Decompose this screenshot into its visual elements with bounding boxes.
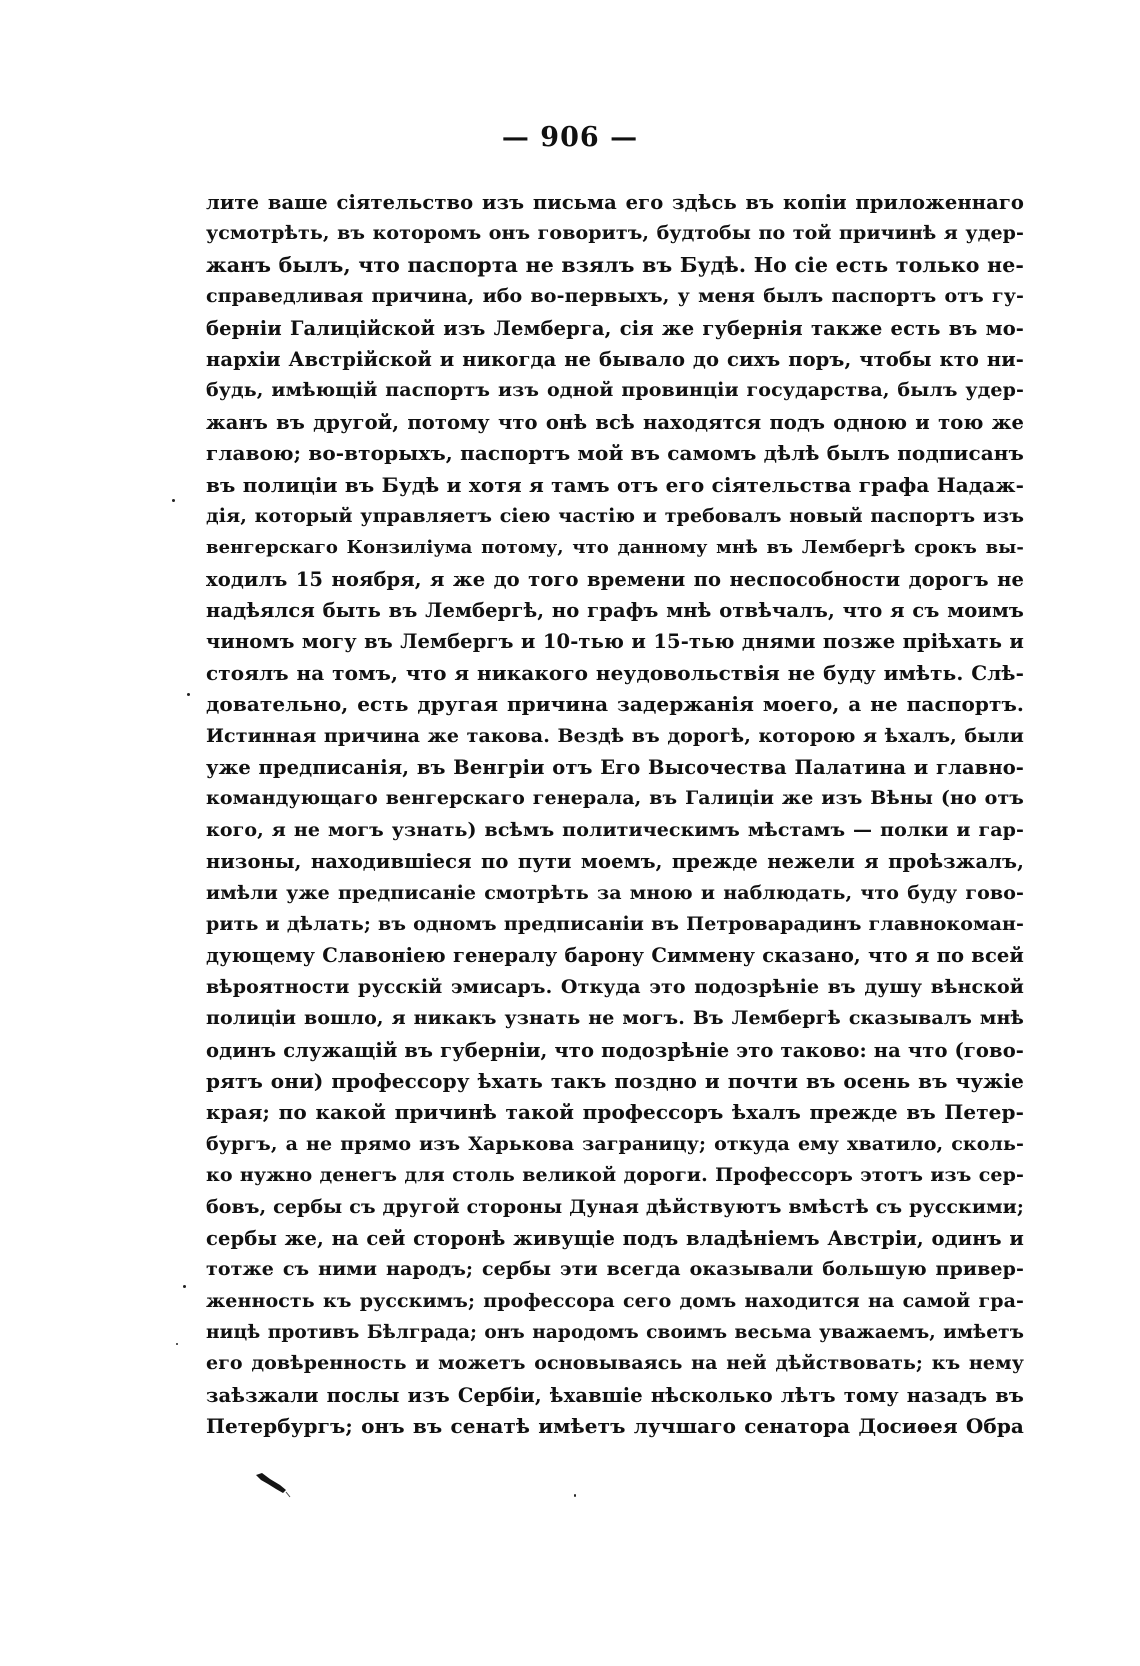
text-line: бовъ, сербы съ другой стороны Дуная дѣйствуютъ вмѣстѣ съ русскими; [206, 1195, 1024, 1218]
text-line: стоялъ на томъ, что я никакого неудовольствія не буду имѣть. Слѣ- [206, 660, 1024, 685]
text-line: края; по какой причинѣ такой профессоръ ѣхалъ прежде въ Петер- [206, 1100, 1024, 1125]
text-line: кого, я не могъ узнать) всѣмъ политическимъ мѣстамъ — полки и гар- [206, 818, 1024, 841]
text-line: рятъ они) профессору ѣхать такъ поздно и почти въ осень въ чужіе [206, 1068, 1024, 1093]
text-line: въ полиціи въ Будѣ и хотя я тамъ отъ его сіятельства графа Надаж- [206, 472, 1024, 497]
text-line: главою; во-вторыхъ, паспортъ мой въ самомъ дѣлѣ былъ подписанъ [206, 441, 1024, 466]
text-line: полиціи вошло, я никакъ узнать не могъ. Въ Лембергѣ сказывалъ мнѣ [206, 1007, 1024, 1030]
print-speck [574, 1494, 576, 1497]
print-speck [176, 1343, 178, 1345]
text-line: ко нужно денегъ для столь великой дороги. Профессоръ этотъ изъ сер- [206, 1164, 1024, 1187]
text-line: будь, имѣющій паспортъ изъ одной провинціи государства, былъ удер- [206, 379, 1024, 402]
text-line: низоны, находившіеся по пути моемъ, прежде нежели я проѣзжалъ, [206, 850, 1024, 874]
text-line: женность къ русскимъ; профессора сего домъ находится на самой гра- [206, 1289, 1024, 1312]
text-line: его довѣренность и можетъ основываясь на ней дѣйствовать; къ нему [206, 1352, 1024, 1375]
text-line: довательно, есть другая причина задержанія моего, а не паспортъ. [206, 692, 1024, 717]
text-line: вѣроятности русскій эмисаръ. Откуда это подозрѣніе въ душу вѣнской [206, 975, 1024, 998]
text-line: заѣзжали послы изъ Сербіи, ѣхавшіе нѣсколько лѣтъ тому назадъ въ [206, 1383, 1024, 1407]
text-line: бургъ, а не прямо изъ Харькова заграницу; откуда ему хватило, сколь- [206, 1132, 1024, 1155]
text-line: дующему Славоніею генералу барону Симмену сказано, что я по всей [206, 944, 1024, 968]
text-line: уже предписанія, въ Венгріи отъ Его Высочества Палатина и главно- [206, 756, 1024, 780]
text-line: тотже съ ними народъ; сербы эти всегда оказывали большую привер- [206, 1258, 1024, 1281]
print-speck [183, 1285, 186, 1288]
text-line: Истинная причина же такова. Вездѣ въ дорогѣ, которою я ѣхалъ, были [206, 724, 1024, 747]
text-line: командующаго венгерскаго генерала, въ Галиціи же изъ Вѣны (но отъ [206, 787, 1024, 810]
text-line: нархіи Австрійской и никогда не бывало до сихъ поръ, чтобы кто ни- [206, 347, 1024, 371]
text-line: сербы же, на сей сторонѣ живущіе подъ владѣніемъ Австріи, одинъ и [206, 1226, 1024, 1250]
print-speck [172, 499, 175, 502]
body-text [206, 187, 1024, 1443]
text-line: лите ваше сіятельство изъ письма его здѣсь въ копіи приложеннаго [206, 191, 1024, 214]
text-line: рить и дѣлать; въ одномъ предписаніи въ Петроварадинъ главнокоман- [206, 912, 1024, 935]
text-line: берніи Галиційской изъ Лемберга, сія же губернія также есть въ мо- [206, 316, 1024, 340]
text-line: усмотрѣть, въ которомъ онъ говоритъ, будтобы по той причинѣ я удер- [206, 222, 1024, 245]
text-line: имѣли уже предписаніе смотрѣть за мною и наблюдать, что буду гово- [206, 881, 1024, 904]
text-line: надѣялся быть въ Лембергѣ, но графъ мнѣ отвѣчалъ, что я съ моимъ [206, 599, 1024, 623]
text-line: жанъ въ другой, потому что онѣ всѣ находятся подъ одною и тою же [206, 410, 1024, 434]
text-line: венгерскаго Конзиліума потому, что данному мнѣ въ Лембергѣ срокъ вы- [206, 537, 1024, 559]
page-number: — 906 — [501, 122, 639, 153]
ink-smudge [256, 1473, 294, 1499]
text-line: жанъ былъ, что паспорта не взялъ въ Будѣ. Но сіе есть только не- [206, 252, 1024, 277]
text-line: одинъ служащій въ губерніи, что подозрѣніе это таково: на что (гово- [206, 1038, 1024, 1062]
text-line: ницѣ противъ Бѣлграда; онъ народомъ своимъ весьма уважаемъ, имѣетъ [206, 1322, 1024, 1344]
text-line: чиномъ могу въ Лембергъ и 10-тью и 15-тью днями позже пріѣхать и [206, 630, 1024, 654]
text-line: дія, который управляетъ сіею частію и требовалъ новый паспортъ изъ [206, 504, 1024, 527]
text-line: справедливая причина, ибо во-первыхъ, у меня былъ паспортъ отъ гу- [206, 285, 1024, 308]
text-line: ходилъ 15 ноября, я же до того времени по неспособности дорогъ не [206, 567, 1024, 591]
print-speck [187, 693, 190, 696]
text-line: Петербургъ; онъ въ сенатѣ имѣетъ лучшаго сенатора Досиѳея Обра [206, 1414, 1024, 1439]
